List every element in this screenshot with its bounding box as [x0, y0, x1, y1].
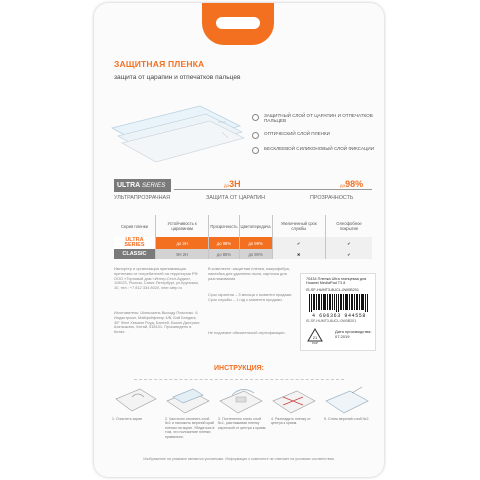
- table-header-row: [114, 215, 372, 237]
- certification-text: Не подлежит обязательной сертификации: [208, 330, 285, 335]
- hang-tab: [202, 3, 274, 45]
- label-sku-code: IS-SF-HUMT3-8UCL-0W0B201: [306, 288, 359, 292]
- step-2-text: 2. Частично отклеить слой №1 и наложить верхний край пленки на экран. Убедиться в том, что положение пленки правильно.: [165, 417, 215, 439]
- barcode: [309, 294, 369, 312]
- table-cell: до 90%: [239, 249, 272, 259]
- hardness-value: до3H: [224, 179, 241, 189]
- table-row: [114, 237, 372, 249]
- series-bar: [114, 179, 372, 192]
- manufacturer-text: Изготовитель: Шэньчжэнь Выходу Пластикс. 6 Индастриал, Мэйфэйфэнэр 4/В, Бэй Бэндинг, 3/F Фэнг Хемаэн Роуд, Бантей, Баоэн Дистрикт, Шэньчжэнь, Китай, 518101. Произведено в Китае.: [114, 310, 201, 335]
- importer-text: Импортер и организация принимающая претензии от потребителей на территории РФ: ООО «Торговый дом «Интер-Стел-Аудио», 119023, Россия, Санкт-Петербург, ул.Крупская, 10, тел.: +7 812 334 8020, inter-step.ru: [114, 266, 199, 291]
- label-secondary-code: IS-SF-HUMT3-8UCL-0W0B201: [306, 319, 357, 323]
- label-product-name: 70434 Пленка Ultra глянцевая для Huawei MediaPad T3 8: [306, 277, 367, 286]
- table-header-cell: Серия пленки: [120, 223, 148, 229]
- instructions-divider: [134, 379, 344, 380]
- comparison-table: [114, 215, 372, 259]
- product-title: ЗАЩИТНАЯ ПЛЕНКА: [114, 59, 205, 69]
- table-cell: до 85%: [209, 249, 239, 259]
- bullet-icon: [252, 132, 259, 139]
- production-date: Дата производства: 07.2019: [335, 329, 372, 339]
- label-ultratransparent: УЛЬТРАПРОЗРАЧНАЯ: [114, 195, 171, 201]
- product-label-sticker: [300, 273, 376, 351]
- table-header-cell: Устойчивость к царапинам: [155, 215, 209, 237]
- step-5-text: 5. Снять верхний слой №2: [324, 417, 369, 421]
- table-header-cell: Олеофобное покрытие: [326, 215, 372, 237]
- label-scratch-protection: ЗАЩИТА ОТ ЦАРАПИН: [206, 195, 265, 201]
- series-labels: [114, 195, 374, 203]
- label-transparency: ПРОЗРАЧНОСТЬ: [310, 195, 354, 201]
- feature-item: ОПТИЧЕСКИЙ СЛОЙ ПЛЕНКИ: [252, 131, 377, 139]
- svg-text:21: 21: [312, 335, 318, 340]
- check-icon: ✔: [326, 249, 372, 259]
- table-cell: до 98%: [209, 237, 239, 249]
- instructions-title: ИНСТРУКЦИЯ:: [214, 365, 264, 372]
- step-3-text: 3. Постепенно снять слой №1, разглаживая пленку карточкой от центра к краям.: [218, 417, 267, 430]
- svg-text:PAP: PAP: [312, 341, 318, 344]
- footer-disclaimer: Изображение на упаковке являются условными. Информация о комплекте не отвечает на условиях соответствия.: [143, 457, 335, 461]
- step-1-illustration: [110, 385, 160, 433]
- recycle-icon: [307, 328, 323, 344]
- ultra-series-badge: ULTRA SERIES: [114, 179, 171, 192]
- bullet-icon: [252, 114, 259, 121]
- feature-item: ЗАЩИТНЫЙ СЛОЙ ОТ ЦАРАПИН И ОТПЕЧАТКОВ ПАЛЬЦЕВ: [252, 113, 377, 124]
- check-icon: ✔: [272, 237, 326, 249]
- bullet-icon: [252, 147, 259, 154]
- step-1-text: 1. Очистить экран: [112, 417, 143, 421]
- divider: [174, 189, 372, 190]
- check-icon: ✔: [326, 237, 372, 249]
- ean-number: 4 606363 944558: [311, 313, 366, 319]
- transparency-value: до98%: [340, 179, 364, 189]
- table-cell: до 99%: [239, 237, 272, 249]
- table-cell: до 3H: [155, 237, 209, 249]
- cross-icon: ✖: [272, 249, 326, 259]
- table-cell: 9H 2H: [155, 249, 209, 259]
- warranty-text: Срок гарантии – 3 месяца с момента продажи. Срок службы – 1 год с момента продажи.: [208, 292, 293, 302]
- table-cell: ULTRA SERIES: [114, 237, 155, 249]
- product-card: [94, 3, 384, 477]
- hang-hole: [216, 17, 260, 29]
- film-layers-illustration: [108, 98, 248, 168]
- table-header-cell: Прозрачность: [209, 215, 239, 237]
- step-5-illustration: [322, 385, 372, 433]
- package-contents-text: В комплекте: защитная пленка, микрофибра, наклейка для удаления пыли, карточка для разглаживания: [208, 266, 290, 281]
- product-subtitle: защита от царапин и отпечатков пальцев: [114, 74, 241, 81]
- step-4-text: 4. Разгладить пленку от центра к краям.: [271, 417, 311, 426]
- feature-list: [252, 113, 377, 161]
- feature-item: БЕСКЛЕЕВОЙ СИЛИКОНОВЫЙ СЛОЙ ФИКСАЦИИ: [252, 146, 377, 154]
- table-row: [114, 249, 372, 259]
- table-header-cell: Цветопередача: [239, 215, 272, 237]
- table-cell: CLASSIC: [114, 249, 155, 259]
- table-header-cell: Увеличенный срок службы: [272, 215, 326, 237]
